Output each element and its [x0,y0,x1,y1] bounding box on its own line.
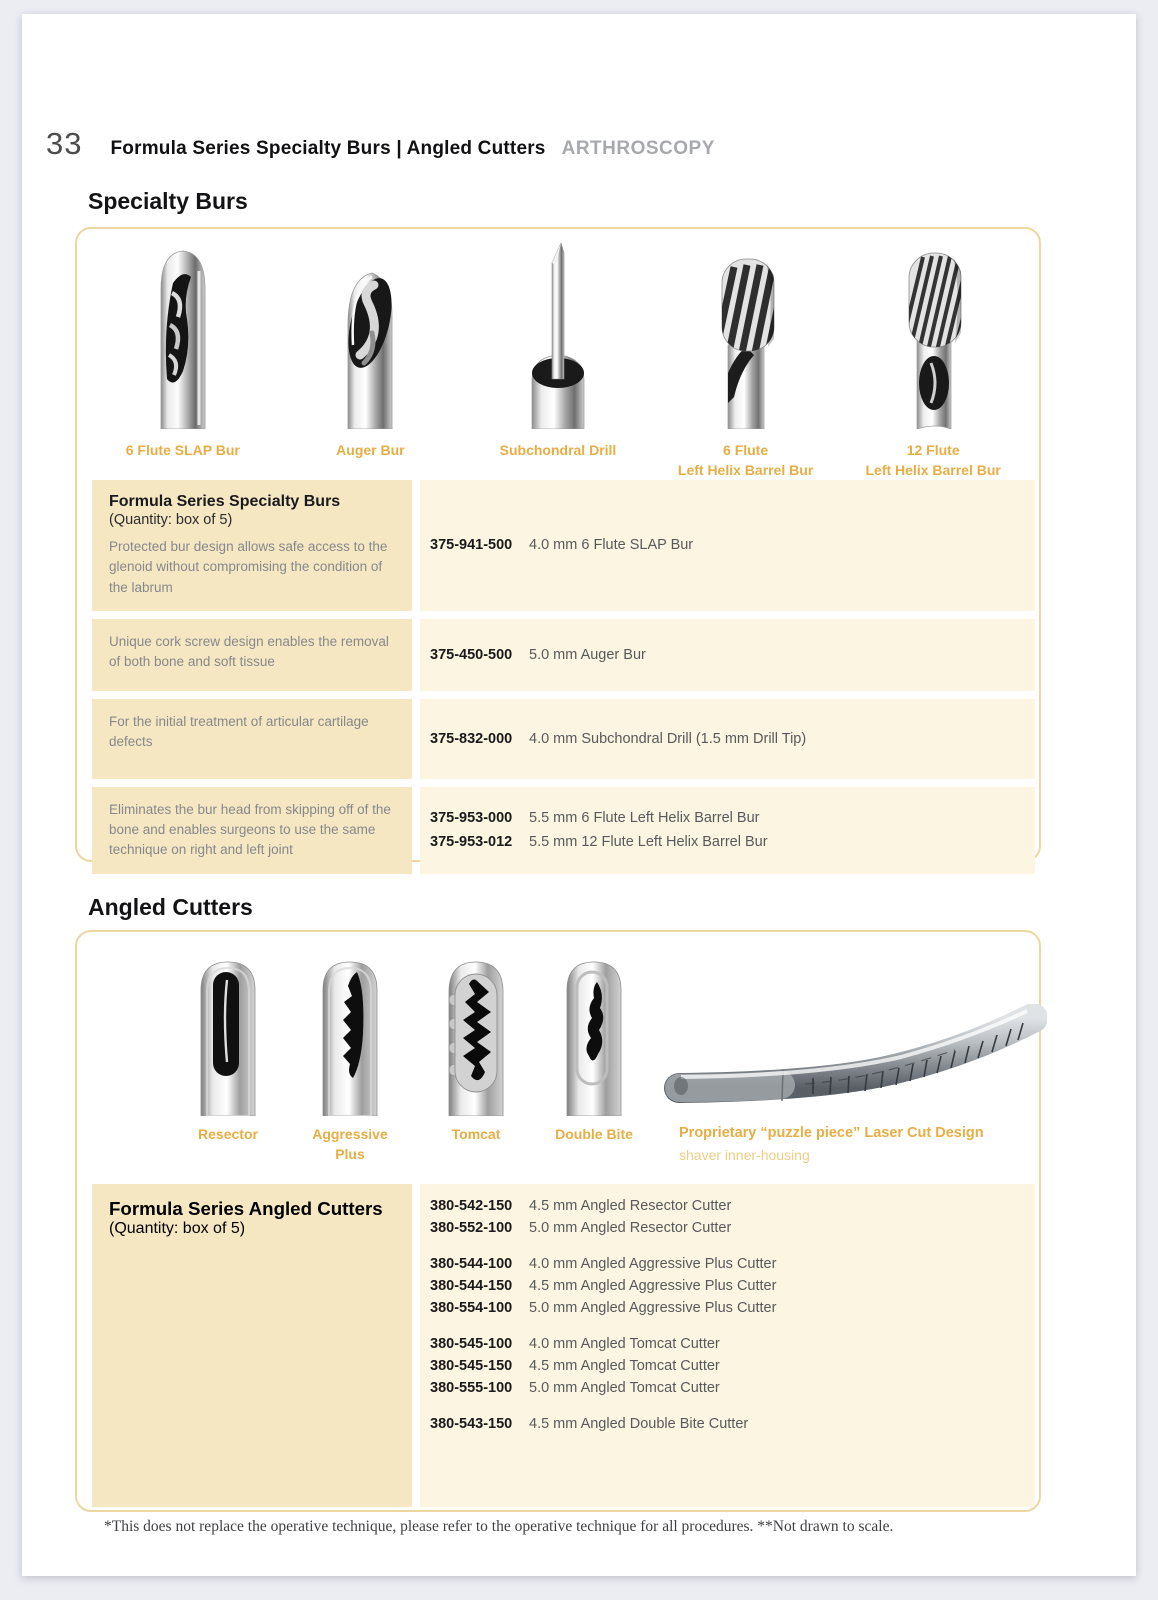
item-name: 4.5 mm Angled Double Bite Cutter [529,1416,749,1432]
product-label-line2: Left Helix Barrel Bur [865,462,1001,479]
product-auger-bur [277,237,465,482]
catalog-item [430,1336,1025,1352]
catalog-item [430,1358,1025,1374]
product-label [336,440,404,482]
catalog-item [430,731,1025,747]
product-12-flute-barrel-bur [839,237,1027,482]
product-double-bite [529,952,659,1144]
six-flute-barrel-bur-image [702,237,790,429]
feature-label: Proprietary “puzzle piece” Laser Cut Design [679,1125,984,1141]
product-label-line1: Resector [198,1126,258,1142]
item-sku: 375-450-500 [430,646,513,663]
product-label-line1: 6 Flute SLAP Bur [125,442,240,458]
slap-bur-image [139,237,227,429]
section-title-specialty-burs: Specialty Burs [88,188,248,214]
product-label-line2: Left Helix Barrel Bur [677,462,814,479]
catalog-item [430,1278,1025,1294]
item-sku: 380-545-100 [430,1336,513,1352]
product-tomcat [411,952,541,1144]
laser-cut-shaver-image [655,1004,1047,1116]
description-text: For the initial treatment of articular cartilage defects [109,713,369,749]
row-description [92,699,412,779]
specialty-burs-table [92,480,1035,874]
row-items [420,787,1035,874]
item-name: 4.5 mm Angled Aggressive Plus Cutter [529,1278,777,1294]
item-sku: 380-545-150 [430,1358,513,1374]
page-header [46,126,715,162]
subchondral-drill-image [514,237,602,429]
table-row [92,619,1035,691]
item-group-tomcat [430,1336,1025,1396]
table-row [92,699,1035,779]
item-sku: 380-544-100 [430,1256,513,1272]
table-title: Formula Series Angled Cutters [109,1198,383,1219]
product-resector [163,952,293,1144]
product-6-flute-barrel-bur [652,237,840,482]
description-text: Unique cork screw design enables the removal of both bone and soft tissue [109,633,389,669]
feature-sublabel: shaver inner-housing [679,1146,810,1163]
catalog-item [430,1416,1025,1432]
item-group-aggressive-plus [430,1256,1025,1316]
catalog-item [430,647,1025,663]
item-sku: 380-552-100 [430,1220,513,1236]
item-sku: 380-554-100 [430,1300,513,1316]
item-sku: 380-555-100 [430,1380,513,1396]
resector-image [191,952,265,1116]
product-label [555,1124,633,1144]
row-items [420,480,1035,611]
catalog-item [430,810,1025,826]
item-sku: 375-832-000 [430,730,513,747]
product-label [452,1124,501,1144]
catalog-item [430,1220,1025,1236]
item-name: 5.0 mm Angled Tomcat Cutter [529,1380,720,1396]
item-name: 4.5 mm Angled Resector Cutter [529,1198,732,1214]
item-name: 4.0 mm Subchondral Drill (1.5 mm Drill Tip) [529,730,807,747]
footnote: *This does not replace the operative technique, please refer to the operative technique for all procedures. **Not drawn to scale. [104,1518,894,1535]
product-label-line1: 12 Flute [906,442,960,458]
product-label [198,1124,258,1144]
product-aggressive-plus [285,952,415,1165]
catalog-item [430,1198,1025,1214]
page-title: Formula Series Specialty Burs | Angled Cutters [110,138,546,159]
tomcat-image [437,952,515,1116]
catalog-item [430,537,1025,553]
item-name: 4.0 mm Angled Aggressive Plus Cutter [529,1256,777,1272]
auger-bur-image [326,237,414,429]
product-label-line1: Double Bite [555,1126,633,1142]
product-subchondral-drill [464,237,652,482]
item-name: 4.0 mm Angled Tomcat Cutter [529,1336,720,1352]
item-sku: 375-953-000 [430,810,513,827]
product-label [500,440,617,482]
row-items [420,619,1035,691]
item-name: 4.5 mm Angled Tomcat Cutter [529,1358,720,1374]
twelve-flute-barrel-bur-image [889,237,977,429]
item-name: 4.0 mm 6 Flute SLAP Bur [529,537,694,554]
row-description [92,1184,412,1507]
section-title-angled-cutters: Angled Cutters [88,894,253,920]
item-sku: 380-543-150 [430,1416,513,1432]
product-label [312,1124,387,1165]
table-row [92,787,1035,874]
catalog-item [430,1256,1025,1272]
double-bite-image [557,952,631,1116]
product-label-line1: Subchondral Drill [499,442,617,458]
item-sku: 375-953-012 [430,834,513,851]
catalog-item [430,834,1025,850]
category-tag: ARTHROSCOPY [561,138,715,159]
quantity-note: (Quantity: box of 5) [109,1220,246,1237]
product-label-line1: Tomcat [451,1126,501,1142]
specialty-burs-image-row [77,229,1039,482]
specialty-burs-panel [75,227,1041,862]
product-slap-bur [89,237,277,482]
aggressive-plus-image [313,952,387,1116]
angled-cutters-panel [75,930,1041,1512]
table-title: Formula Series Specialty Burs [109,493,341,510]
row-description [92,787,412,874]
item-name: 5.0 mm Angled Aggressive Plus Cutter [529,1300,777,1316]
item-group-double-bite [430,1416,1025,1432]
row-items [420,699,1035,779]
catalog-item [430,1380,1025,1396]
catalog-page [22,14,1136,1576]
item-sku: 375-941-500 [430,537,513,554]
item-sku: 380-544-150 [430,1278,513,1294]
catalog-item [430,1300,1025,1316]
row-items [420,1184,1035,1507]
product-label [865,440,1000,482]
item-sku: 380-542-150 [430,1198,513,1214]
item-name: 5.0 mm Angled Resector Cutter [529,1220,732,1236]
item-name: 5.5 mm 6 Flute Left Helix Barrel Bur [529,810,760,827]
product-label [126,440,240,482]
description-text: Eliminates the bur head from skipping off of the bone and enables surgeons to use the same technique on right and left joint [109,801,391,858]
product-label-line1: Aggressive [312,1126,388,1142]
item-name: 5.5 mm 12 Flute Left Helix Barrel Bur [529,834,768,851]
product-label-line1: 6 Flute [723,442,769,458]
item-name: 5.0 mm Auger Bur [529,646,646,663]
product-label-line2: Plus [335,1146,365,1163]
item-group-resector [430,1198,1025,1236]
angled-cutters-table [92,1184,1035,1507]
product-label [678,440,813,482]
product-label-line1: Auger Bur [336,442,405,458]
row-description [92,480,412,611]
row-description [92,619,412,691]
laser-cut-caption [679,1124,1065,1163]
quantity-note: (Quantity: box of 5) [109,512,233,528]
table-row [92,480,1035,611]
page-number: 33 [46,126,83,161]
description-text: Protected bur design allows safe access to the glenoid without compromising the condition of the labrum [109,539,388,595]
